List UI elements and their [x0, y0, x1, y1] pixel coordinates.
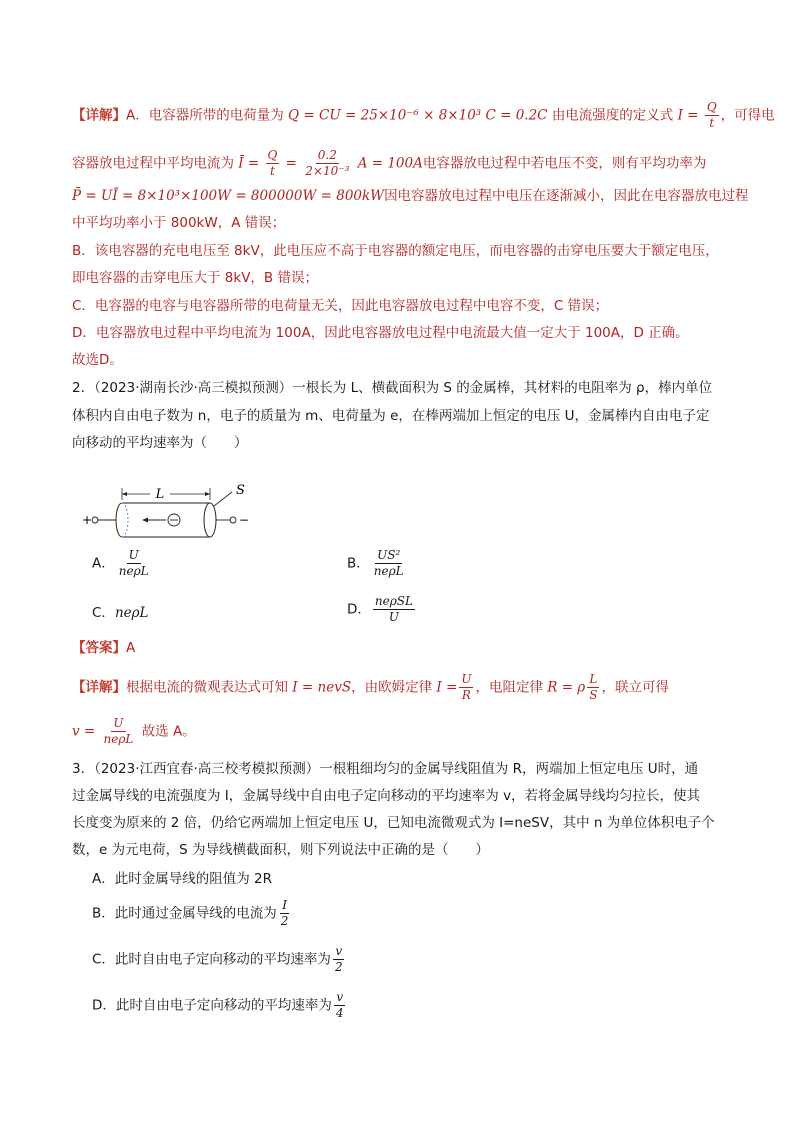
q3-option-a: A．此时金属导线的阻值为 2R: [92, 871, 272, 887]
text: 电容器放电过程中若电压不变，则有平均功率为: [422, 155, 707, 172]
q3-line1: 3．（2023·江西宜春·高三校考模拟预测）一根粗细均匀的金属导线阻值为 R，两端加上恒定电压 U时，通: [72, 761, 699, 777]
q3-option-d: D．此时自由电子定向移动的平均速率为 $\frac{v}{4}$: [92, 990, 344, 1020]
detail1-line2: 容器放电过程中平均电流为 Ī = $\frac{Q}{t}$ = $\frac{0.2}{\text{2×10⁻³}}$ A = 100A电容器放电过程中若电压不变，则有平均功率为: [72, 148, 707, 178]
q2-detail-line1: 【详解】根据电流的微观表达式可知 I = nevS，由欧姆定律 I = $\frac{U}{R}$ ，电阻定律 R = ρ $\frac{L}{S}$ ，联立可得: [72, 672, 669, 702]
text: 容器放电过程中平均电流为: [72, 155, 234, 172]
detail1-line3: [72, 186, 749, 206]
rod-diagram: [78, 484, 258, 542]
text: 因电容器放电过程中电压在逐渐减小，因此在电容器放电过程: [384, 188, 749, 204]
q2-line1: 2．（2023·湖南长沙·高三模拟预测）一根长为 L、横截面积为 S 的金属棒，其材料的电阻率为 ρ，棒内单位: [72, 380, 713, 396]
minus-terminal: −: [239, 513, 250, 527]
formula: A = 100A: [357, 155, 423, 172]
formula: Q = CU = 25×10⁻⁶ × 8×10³ C = 0.2C: [288, 107, 548, 124]
text: A．电容器所带的电荷量为: [126, 107, 284, 124]
formula-i-def: I =: [677, 107, 699, 124]
fraction: $\frac{0.2}{\text{2×10⁻³}}$: [305, 148, 350, 178]
text: 由电流强度的定义式: [551, 107, 674, 124]
formula: P̄ = UĪ = 8×10³×100W = 800000W = 800kW: [72, 188, 385, 204]
q2-option-a: A． $\frac{U}{\text{neρL}}$: [92, 548, 149, 578]
detail1-line9: 故选D。: [72, 352, 123, 368]
q2-option-b: B． $\frac{\text{US²}}{\text{neρL}}$: [347, 548, 404, 578]
q2-answer: 【答案】A: [72, 640, 136, 656]
detail1-line8: D．电容器放电过程中平均电流为 100A，因此电容器放电过程中电流最大值一定大于 100A，D 正确。: [72, 325, 689, 341]
q3-option-b: B．此时通过金属导线的电流为 $\frac{I}{2}$: [92, 898, 289, 928]
label-L: L: [155, 487, 165, 502]
q3-line2: 过金属导线的电流强度为 I，金属导线中自由电子定向移动的平均速率为 v，若将金属导线均匀拉长，使其: [72, 788, 701, 804]
detail1-line5: B．该电容器的充电电压至 8kV，此电压应不高于电容器的额定电压，而电容器的击穿电压要大于额定电压，: [72, 243, 719, 259]
q3-option-c: C．此时自由电子定向移动的平均速率为 $\frac{v}{2}$: [92, 944, 343, 974]
q2-line2: 体积内自由电子数为 n，电子的质量为 m、电荷量为 e，在棒两端加上恒定的电压 U，金属棒内自由电子定: [72, 408, 710, 424]
formula-avg-i: Ī =: [238, 155, 260, 172]
detail1-line1: [72, 100, 775, 131]
plus-terminal: +: [82, 513, 93, 527]
detail1-line7: C．电容器的电容与电容器所带的电荷量无关，因此电容器放电过程中电容不变，C 错误；: [72, 298, 609, 314]
detail-tag: 【详解】: [72, 107, 126, 124]
q2-detail-line2: v = $\frac{U}{\text{neρL}}$ 故选 A。: [72, 716, 196, 746]
q3-line3: 长度变为原来的 2 倍，仍给它两端加上恒定电压 U，已知电流微观式为 I=neSV，其中 n 为单位体积电子个: [72, 815, 715, 831]
q2-option-c: C．neρL: [92, 605, 149, 621]
q3-line4: 数，e 为元电荷，S 为导线横截面积，则下列说法中正确的是（ ）: [72, 842, 489, 858]
detail1-line4: 中平均功率小于 800kW，A 错误；: [72, 215, 286, 231]
q2-option-d: D． $\frac{\text{neρSL}}{U}$: [347, 594, 413, 624]
detail1-line6: 即电容器的击穿电压大于 8kV，B 错误；: [72, 270, 318, 286]
text: ，可得电: [720, 107, 775, 124]
fraction: $\frac{Q}{t}$: [267, 148, 278, 178]
fraction: $\frac{Q}{t}$: [706, 100, 717, 130]
label-S: S: [236, 484, 245, 498]
q2-line3: 向移动的平均速率为（ ）: [72, 435, 248, 451]
